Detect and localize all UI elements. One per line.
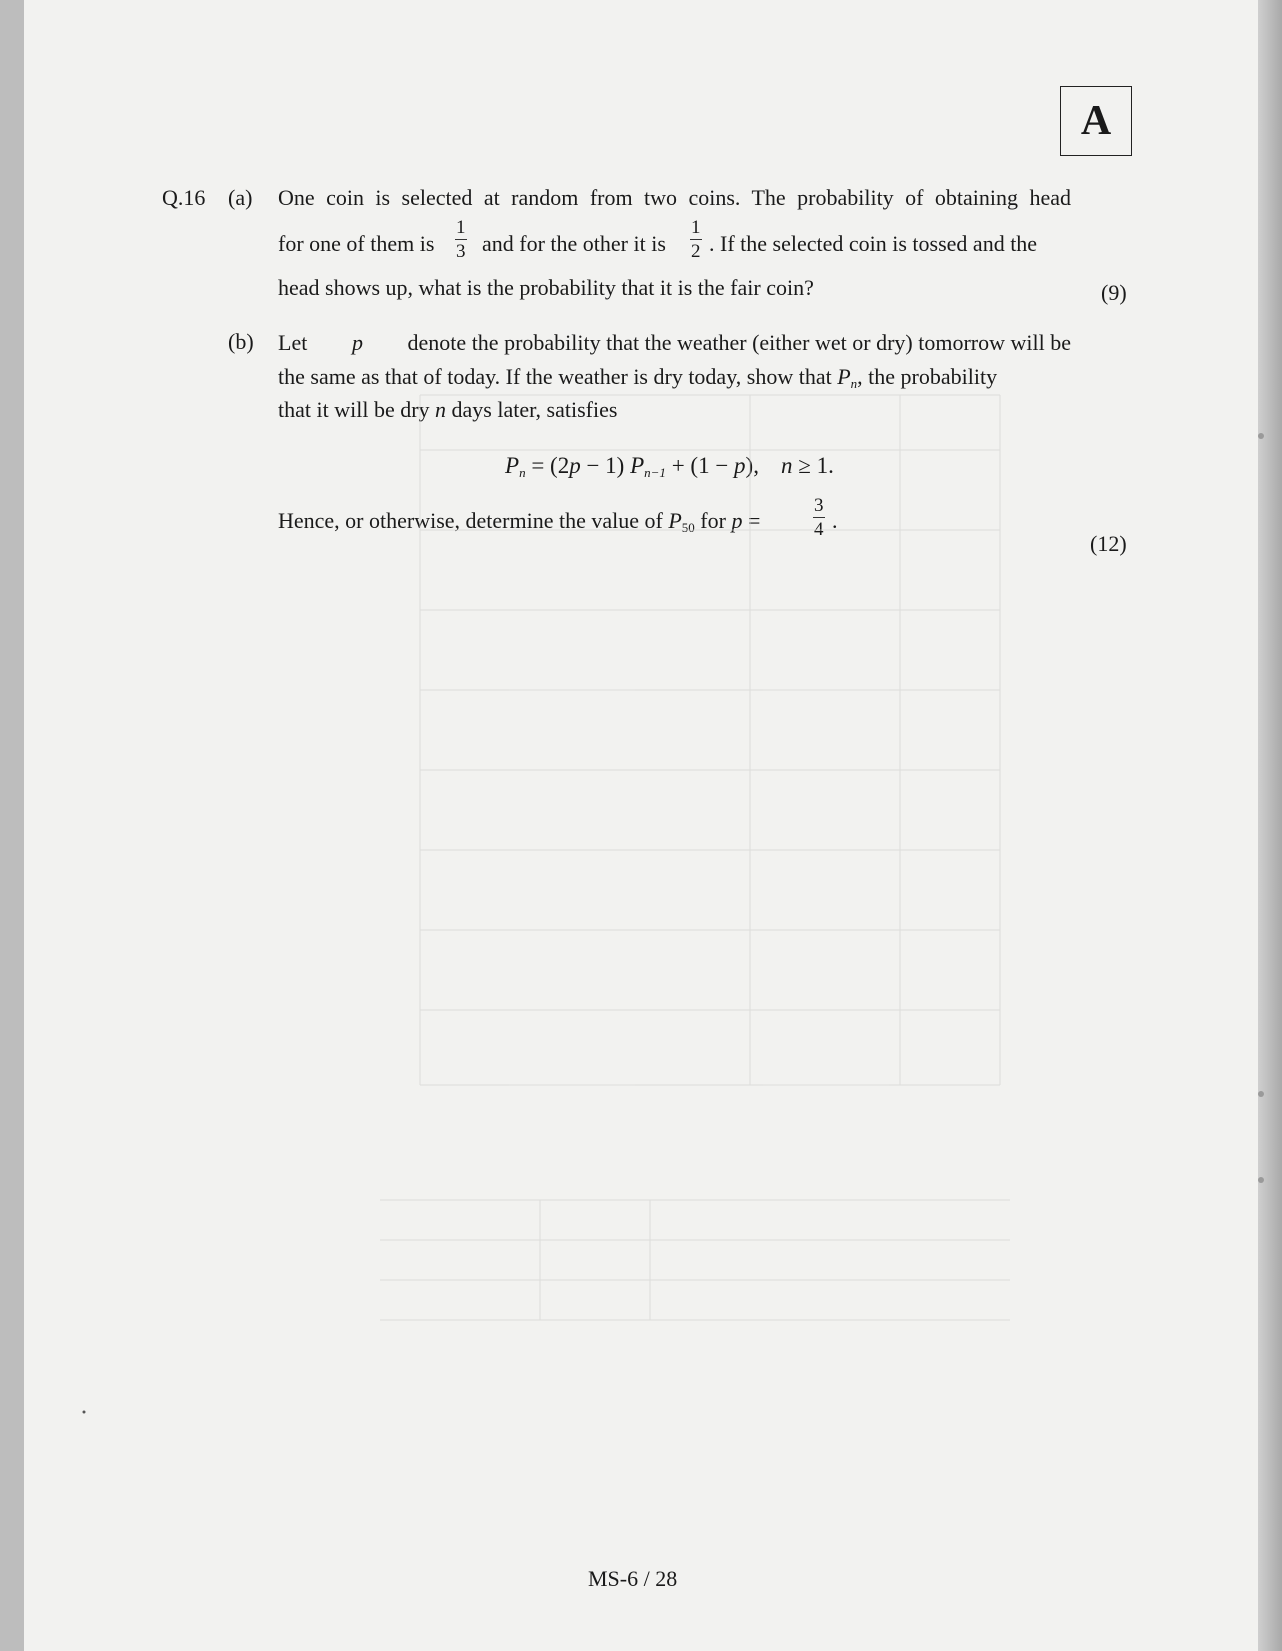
page-footer: MS-6 / 28 [588,1566,678,1591]
part-a-line2-pre: for one of them is [278,231,435,256]
hence-mid: for [700,508,726,533]
eq-lhs-sub: n [519,465,526,480]
fraction-numerator: 1 [691,217,701,238]
subscript-n: n [850,376,858,391]
part-a-line3: head shows up, what is the probability that it is the fair coin? [278,275,814,300]
var-P: P [668,508,682,533]
eq-part: − 1) [580,453,631,478]
part-b-line1-post: denote the probability that the weather (either wet or dry) tomorrow will be [407,330,1071,355]
eq-part: ), [745,453,759,478]
var-p: p [351,330,363,355]
eq-sub: n−1 [644,465,666,480]
eq-part: = (2 [525,453,570,478]
part-b-line2-pre: the same as that of today. If the weather is dry today, show that [278,364,832,389]
fraction-numerator: 3 [814,495,824,516]
part-a-label: (a) [228,185,253,210]
hence-end: . [832,508,838,533]
part-a-line2-mid: and for the other it is [482,231,666,256]
part-a-marks: (9) [1101,280,1127,305]
hence-pre: Hence, or otherwise, determine the value of [278,508,663,533]
subscript-50: 50 [681,520,695,535]
eq-var-p: p [569,453,581,478]
eq-var-P: P [630,453,645,478]
fraction-denominator: 4 [814,519,824,540]
fraction-denominator: 2 [691,241,701,262]
question-number: Q.16 [162,185,206,210]
part-b-line1-pre: Let [278,330,308,355]
part-a-line1: One coin is selected at random from two coins. The probability of obtaining head [278,185,1071,210]
eq-cond: ≥ 1. [792,453,834,478]
part-b-line3-pre: that it will be dry [278,397,430,422]
var-p: p [731,508,743,533]
part-b-line3-post: days later, satisfies [451,397,618,422]
fraction-numerator: 1 [456,217,466,238]
fraction-denominator: 3 [456,241,466,262]
part-a-line2-post: . If the selected coin is tossed and the [709,231,1038,256]
part-b-label: (b) [228,329,254,354]
eq-lhs-var: P [505,453,520,478]
var-P: P [837,364,851,389]
eq-cond-var: n [780,453,793,478]
part-b-marks: (12) [1090,531,1127,556]
part-b-line2-post: , the probability [857,364,998,389]
eq-part: + (1 − [665,453,735,478]
var-n: n [435,397,447,422]
eq-var-p: p [734,453,746,478]
hence-eq: = [747,508,761,533]
set-label: A [1080,98,1112,144]
